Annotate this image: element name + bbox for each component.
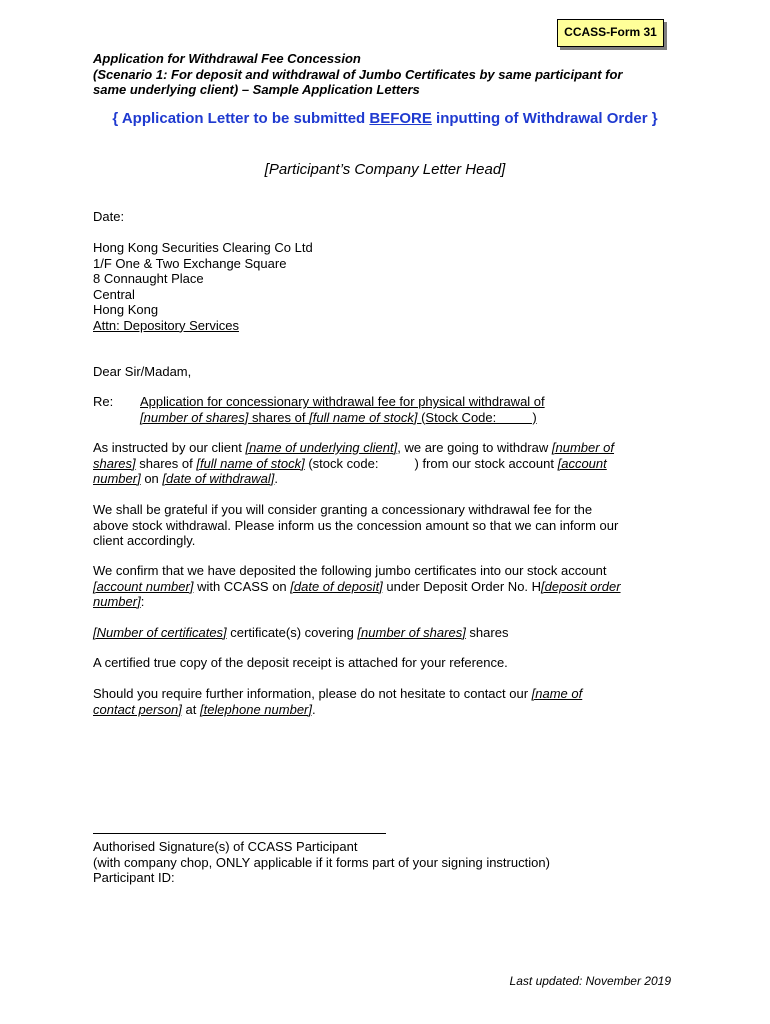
paragraph-request (93, 502, 683, 549)
address-line-5: Hong Kong (93, 302, 159, 317)
para2-line-2: above stock withdrawal. Please inform us the concession amount so that we can inform our (93, 517, 619, 533)
client-name-field: [name of underlying client] (245, 440, 398, 455)
para4-text-1: certificate(s) covering (226, 625, 358, 640)
re-label: Re: (93, 394, 114, 409)
para6-line-1 (93, 686, 683, 702)
re-stock-field: [full name of stock] (309, 409, 418, 425)
deposit-account-field: [account number] (93, 578, 194, 594)
para1-line-3 (93, 471, 683, 487)
para6-text-2: at (181, 701, 200, 717)
para1-text-4: (stock code: ) from our stock account (304, 455, 558, 471)
shares-field: [number of (551, 440, 615, 455)
address-line-2: 1/F One & Two Exchange Square (93, 255, 287, 271)
contact-person-field: [name of (531, 686, 583, 701)
address-attn: Attn: Depository Services (93, 317, 239, 333)
paragraph-certificates (93, 625, 683, 641)
para3-text-3: : (140, 594, 145, 609)
participant-id-label: Participant ID: (93, 870, 175, 885)
para1-line-1 (93, 440, 683, 456)
para3-line-2 (93, 579, 683, 595)
re-stock-code: (Stock Code: ) (417, 409, 537, 425)
re-line-2 (140, 410, 600, 426)
document-heading (93, 51, 693, 98)
submission-banner (0, 111, 770, 127)
para2-line-1: We shall be grateful if you will consider granting a concessionary withdrawal fee for the (93, 502, 593, 517)
para2-line-3: client accordingly. (93, 533, 196, 548)
paragraph-deposit (93, 563, 683, 610)
last-updated: Last updated: November 2019 (509, 974, 671, 988)
salutation: Dear Sir/Madam, (93, 364, 192, 379)
re-shares-field: [number of shares] (140, 409, 249, 425)
contact-person-field-cont: contact person] (93, 701, 182, 717)
para1-line-2 (93, 456, 683, 472)
signature-line (93, 833, 386, 834)
account-field-cont: number] (93, 471, 141, 486)
para4-text-2: shares (465, 625, 509, 640)
account-field: [account (557, 455, 607, 471)
para3-line-3 (93, 594, 683, 610)
heading-line-1: Application for Withdrawal Fee Concession (93, 51, 361, 66)
address-line-3: 8 Connaught Place (93, 271, 204, 286)
paragraph-contact (93, 686, 683, 717)
signature-caption: Authorised Signature(s) of CCASS Participant (93, 839, 358, 854)
form-code-badge: CCASS-Form 31 (557, 19, 664, 47)
heading-line-2: (Scenario 1: For deposit and withdrawal of Jumbo Certificates by same participant for (93, 66, 623, 82)
para3-text-2: under Deposit Order No. H (382, 578, 542, 594)
heading-line-3: same underlying client) – Sample Application Letters (93, 82, 420, 97)
shares-field-cont: shares] (93, 455, 136, 471)
telephone-field: [telephone number] (199, 701, 312, 717)
para1-text-6: . (274, 471, 279, 486)
address-line-1: Hong Kong Securities Clearing Co Ltd (93, 240, 313, 255)
banner-emphasis: BEFORE (369, 110, 432, 127)
address-block (93, 240, 313, 333)
para1-text-1: As instructed by our client (93, 440, 246, 455)
para6-line-2 (93, 702, 683, 718)
para3-text-1: with CCASS on (193, 578, 291, 594)
deposit-order-field: [deposit order (541, 578, 621, 594)
deposit-order-field-cont: number] (93, 594, 141, 609)
covered-shares-field: [number of shares] (357, 625, 466, 640)
letterhead-placeholder: [Participant’s Company Letter Head] (264, 161, 506, 178)
re-shares-of: shares of (248, 409, 310, 425)
para3-line-1: We confirm that we have deposited the following jumbo certificates into our stock account (93, 563, 607, 578)
certificates-count-field: [Number of certificates] (93, 625, 227, 640)
signature-block (93, 839, 550, 886)
para6-text-1: Should you require further information, please do not hesitate to contact our (93, 686, 532, 701)
para1-text-5: on (140, 471, 163, 486)
banner-prefix: { Application Letter to be submitted (112, 110, 370, 127)
deposit-date-field: [date of deposit] (290, 578, 383, 594)
re-line-1: Application for concessionary withdrawal fee for physical withdrawal of (140, 394, 545, 409)
para1-text-3: shares of (135, 455, 197, 471)
paragraph-instruction (93, 440, 683, 487)
date-label: Date: (93, 209, 125, 224)
para6-text-3: . (312, 701, 316, 717)
withdrawal-date-field: [date of withdrawal] (162, 471, 275, 486)
paragraph-receipt: A certified true copy of the deposit receipt is attached for your reference. (93, 655, 508, 670)
signature-note: (with company chop, ONLY applicable if it forms part of your signing instruction) (93, 854, 550, 870)
banner-suffix: inputting of Withdrawal Order } (431, 110, 658, 127)
re-subject (140, 394, 600, 425)
address-line-4: Central (93, 286, 135, 302)
stock-name-field: [full name of stock] (196, 455, 305, 471)
para1-text-2: , we are going to withdraw (397, 440, 552, 455)
